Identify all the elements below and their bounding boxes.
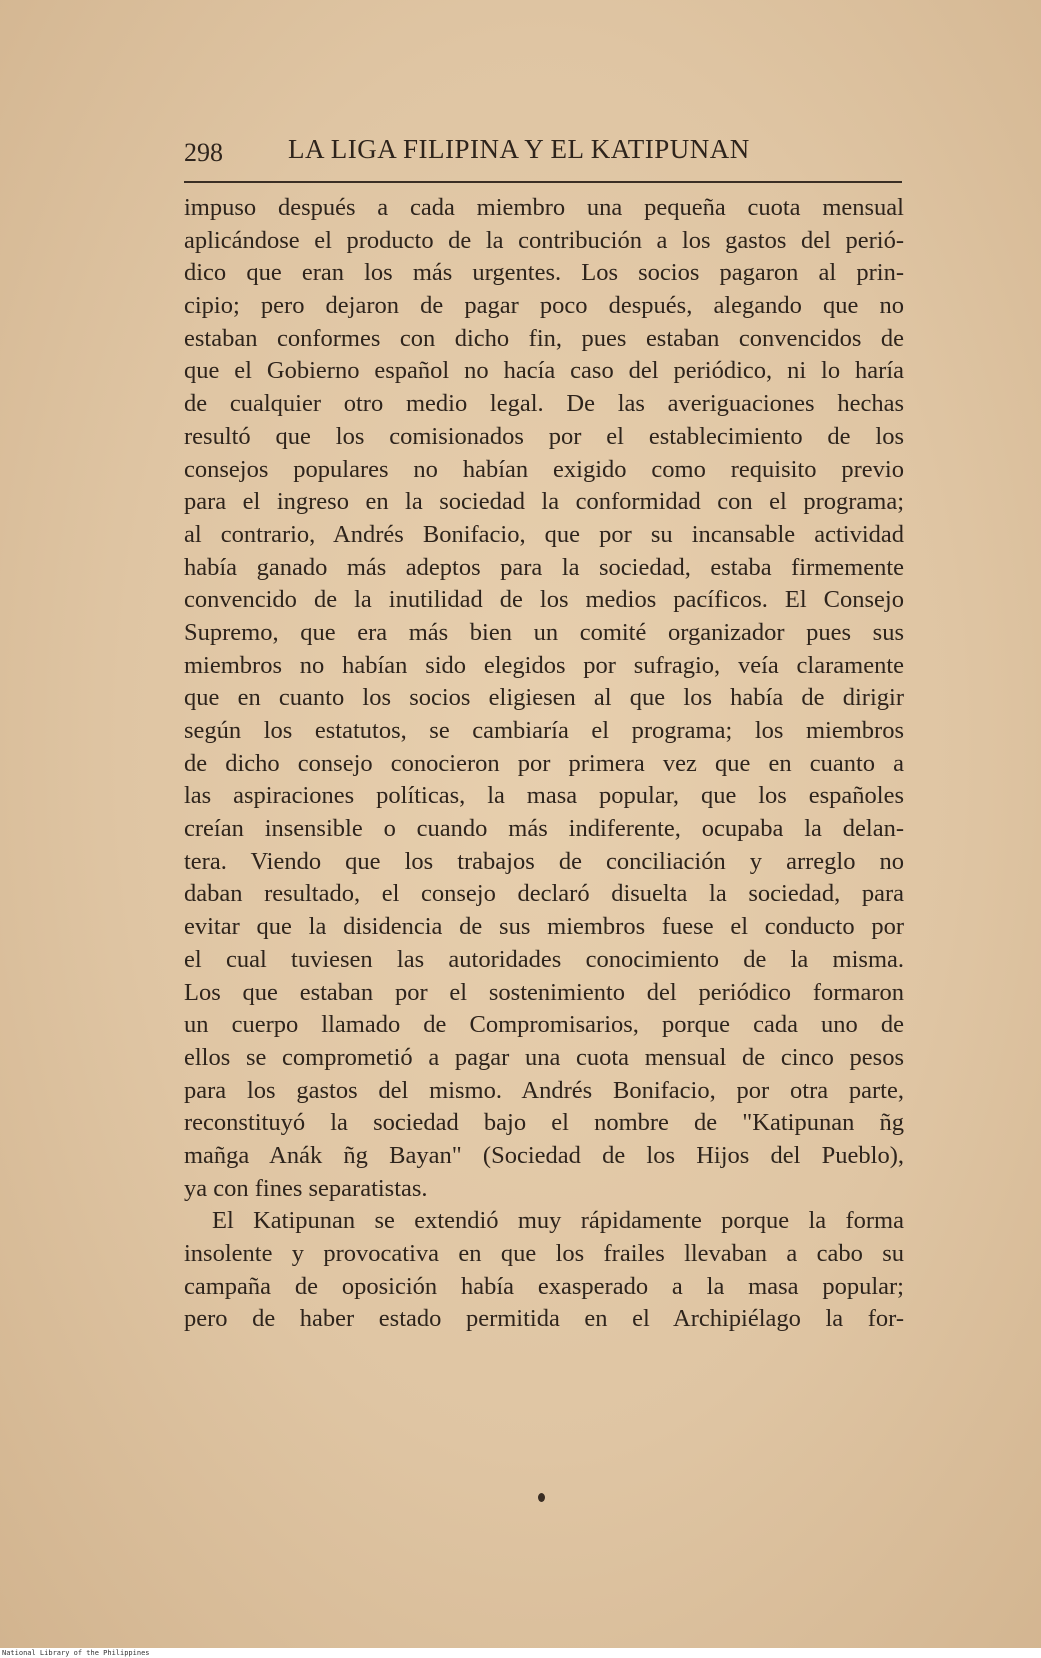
text-line: pero de haber estado permitida en el Archipiélago la for- bbox=[184, 1305, 904, 1333]
text-line: de cualquier otro medio legal. De las averiguaciones hechas bbox=[184, 390, 904, 418]
text-line: dico que eran los más urgentes. Los socios pagaron al prin- bbox=[184, 259, 904, 287]
text-line: daban resultado, el consejo declaró disuelta la sociedad, para bbox=[184, 880, 904, 908]
text-line: tera. Viendo que los trabajos de conciliación y arreglo no bbox=[184, 847, 904, 875]
text-line: reconstituyó la sociedad bajo el nombre de "Katipunan ñg bbox=[184, 1109, 904, 1137]
text-line: insolente y provocativa en que los frailes llevaban a cabo su bbox=[184, 1240, 904, 1267]
library-credit: National Library of the Philippines bbox=[2, 1649, 150, 1657]
paragraph-start-line: El Katipunan se extendió muy rápidamente porque la forma bbox=[212, 1207, 904, 1235]
text-line: para el ingreso en la sociedad la conformidad con el programa; bbox=[184, 488, 904, 516]
text-line: estaban conformes con dicho fin, pues estaban convencidos de bbox=[184, 324, 904, 352]
text-line: que el Gobierno español no hacía caso del periódico, ni lo haría bbox=[184, 357, 904, 385]
text-line: para los gastos del mismo. Andrés Bonifacio, por otra parte, bbox=[184, 1076, 904, 1104]
text-line: convencido de la inutilidad de los medios pacíficos. El Consejo bbox=[184, 586, 904, 614]
header-rule bbox=[184, 181, 902, 183]
text-line: de dicho consejo conocieron por primera vez que en cuanto a bbox=[184, 749, 904, 777]
text-line: Supremo, que era más bien un comité organizador pues sus bbox=[184, 618, 904, 646]
text-line: ellos se comprometió a pagar una cuota mensual de cinco pesos bbox=[184, 1043, 904, 1071]
running-head bbox=[184, 132, 904, 172]
text-line: creían insensible o cuando más indiferente, ocupaba la delan- bbox=[184, 815, 904, 843]
text-line: según los estatutos, se cambiaría el programa; los miembros bbox=[184, 717, 904, 744]
running-title: LA LIGA FILIPINA Y EL KATIPUNAN bbox=[288, 134, 750, 164]
footer-strip bbox=[0, 1648, 1041, 1658]
text-line: resultó que los comisionados por el establecimiento de los bbox=[184, 422, 904, 450]
text-line: miembros no habían sido elegidos por sufragio, veía claramente bbox=[184, 651, 904, 679]
text-line: consejos populares no habían exigido como requisito previo bbox=[184, 455, 904, 483]
text-line: el cual tuviesen las autoridades conocimiento de la misma. bbox=[184, 945, 904, 973]
paragraph-end-line: ya con fines separatistas. bbox=[184, 1174, 428, 1202]
text-line: cipio; pero dejaron de pagar poco después, alegando que no bbox=[184, 292, 904, 320]
text-line: impuso después a cada miembro una pequeña cuota mensual bbox=[184, 194, 904, 221]
ink-spot bbox=[538, 1493, 545, 1502]
text-line: que en cuanto los socios eligiesen al que los había de dirigir bbox=[184, 684, 904, 712]
text-line: Los que estaban por el sostenimiento del periódico formaron bbox=[184, 978, 904, 1006]
text-line: evitar que la disidencia de sus miembros fuese el conducto por bbox=[184, 913, 904, 941]
text-line: al contrario, Andrés Bonifacio, que por su incansable actividad bbox=[184, 520, 904, 548]
text-line: campaña de oposición había exasperado a la masa popular; bbox=[184, 1272, 904, 1300]
text-line: mañga Anák ñg Bayan" (Sociedad de los Hijos del Pueblo), bbox=[184, 1141, 904, 1169]
body-text bbox=[184, 192, 904, 1336]
text-line: aplicándose el producto de la contribución a los gastos del perió- bbox=[184, 226, 904, 254]
page-number: 298 bbox=[184, 138, 223, 167]
text-line: las aspiraciones políticas, la masa popular, que los españoles bbox=[184, 782, 904, 810]
text-line: un cuerpo llamado de Compromisarios, porque cada uno de bbox=[184, 1011, 904, 1039]
text-line: había ganado más adeptos para la sociedad, estaba firmemente bbox=[184, 553, 904, 581]
